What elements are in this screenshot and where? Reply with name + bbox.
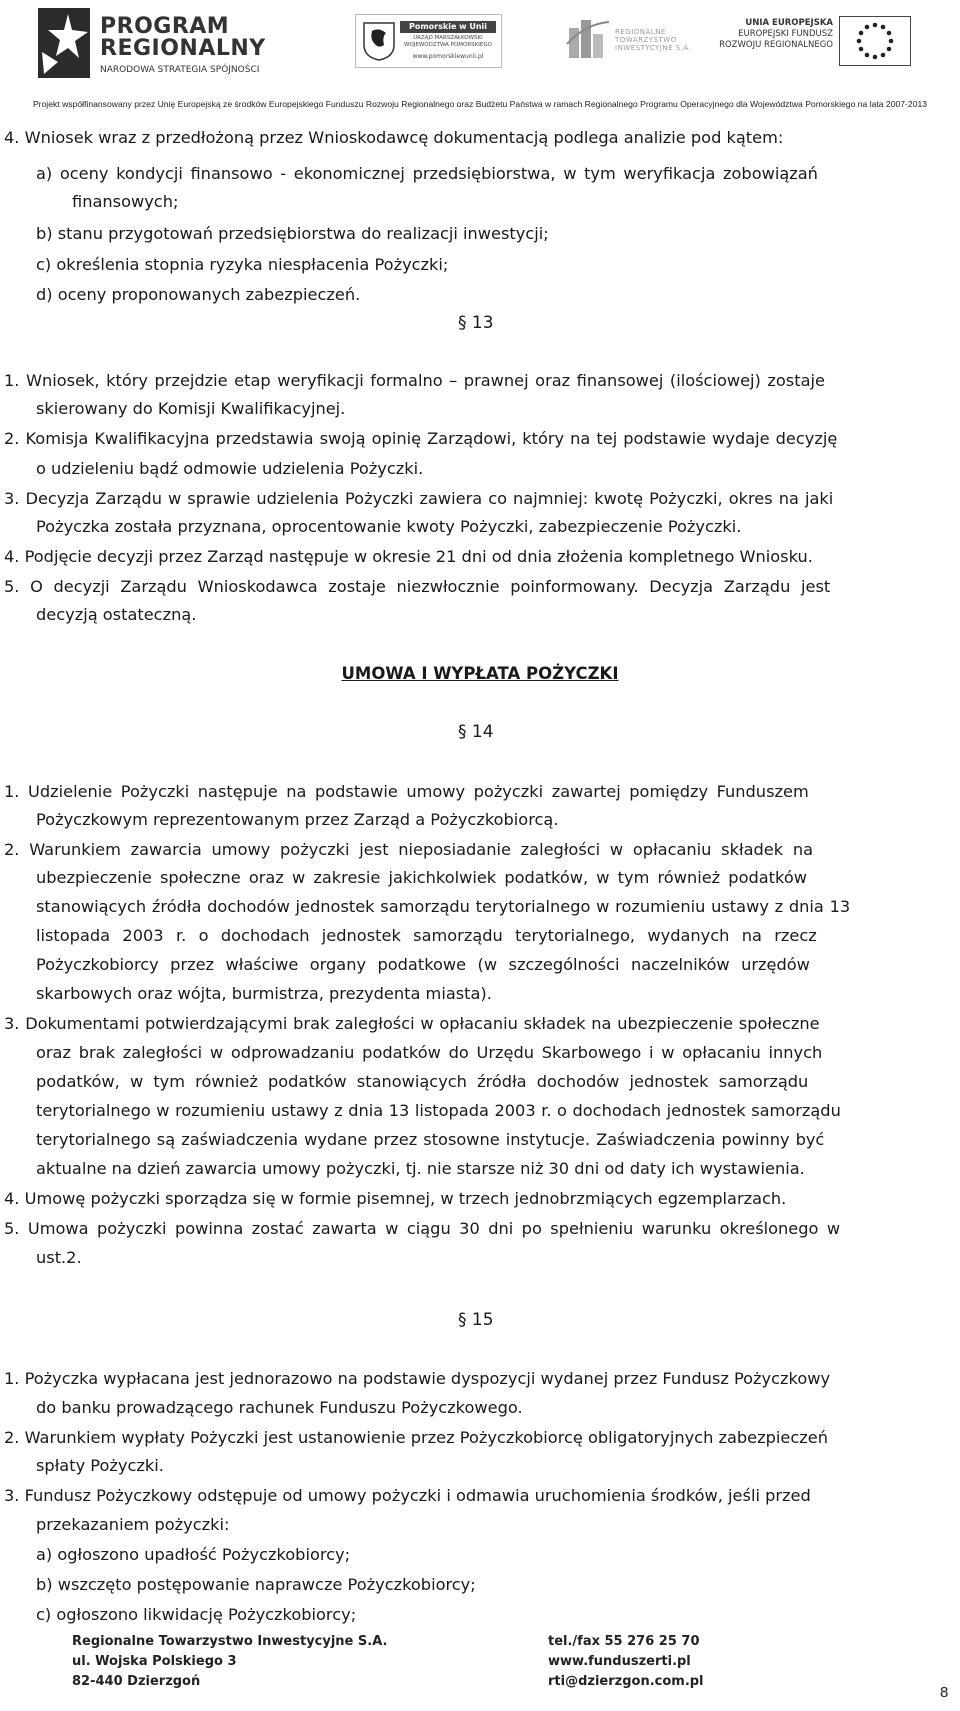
section-heading-umowa: UMOWA I WYPŁATA POŻYCZKI — [341, 664, 619, 683]
text-line: spłaty Pożyczki. — [36, 1456, 164, 1475]
eu-flag-icon — [839, 16, 911, 66]
text-line: finansowych; — [72, 192, 179, 211]
pomorskie-url: www.pomorskiewunii.pl — [412, 53, 484, 60]
text-line: 2. Komisja Kwalifikacyjna przedstawia swoją opinię Zarządowi, który na tej podstawie wydaje decyzję — [4, 429, 838, 448]
rti-logo — [565, 14, 725, 64]
text-line: 1. Udzielenie Pożyczki następuje na podstawie umowy pożyczki zawartej pomiędzy Funduszem — [4, 782, 809, 801]
text-line: b) wszczęto postępowanie naprawcze Pożyczkobiorcy; — [36, 1575, 476, 1594]
text-line: c) ogłoszono likwidację Pożyczkobiorcy; — [36, 1605, 357, 1624]
text-line: 1. Pożyczka wypłacana jest jednorazowo na podstawie dyspozycji wydanej przez Fundusz Pożyczkowy — [4, 1369, 831, 1388]
text-line: ubezpieczenie społeczne oraz w zakresie jakichkolwiek podatków, w tym również podatków — [36, 868, 807, 887]
text-line: oraz brak zaległości w odprowadzaniu podatków do Urzędu Skarbowego i w opłacaniu innych — [36, 1043, 823, 1062]
funding-note: Projekt współfinansowany przez Unię Europejską ze środków Europejskiego Funduszu Rozwoju Regionalnego oraz Budżetu Państwa w ramach Regionalnego Programu Operacyjnego dla Województwa Pomorskiego na lata 2007-2013 — [32, 99, 928, 109]
program-regionalny-logo — [38, 8, 278, 78]
text-line: 3. Decyzja Zarządu w sprawie udzielenia Pożyczki zawiera co najmniej: kwotę Pożyczki, okres na jaki — [4, 489, 834, 508]
text-line: podatków, w tym również podatków stanowiących źródła dochodów jednostek samorządu — [36, 1072, 809, 1091]
text-line: 5. Umowa pożyczki powinna zostać zawarta w ciągu 30 dni po spełnieniu warunku określonego w — [4, 1219, 841, 1238]
footer-city: 82-440 Dzierzgoń — [72, 1674, 201, 1689]
text-line: decyzją ostateczną. — [36, 605, 197, 624]
eu-line-2: EUROPEJSKI FUNDUSZ — [738, 29, 833, 39]
page-number: 8 — [940, 1684, 949, 1701]
text-line: 4. Wniosek wraz z przedłożoną przez Wnioskodawcę dokumentacją podlega analizie pod kątem: — [4, 128, 784, 147]
pomorskie-title: Pomorskie w Unii — [400, 21, 496, 33]
paragraph-15: § 15 — [458, 1310, 494, 1330]
text-line: c) określenia stopnia ryzyka niespłacenia Pożyczki; — [36, 255, 449, 274]
text-line: Pożyczkowym reprezentowanym przez Zarząd a Pożyczkobiorcą. — [36, 810, 559, 829]
text-line: przekazaniem pożyczki: — [36, 1515, 230, 1534]
paragraph-13: § 13 — [458, 313, 494, 333]
paragraph-14: § 14 — [458, 722, 494, 742]
footer-street: ul. Wojska Polskiego 3 — [72, 1654, 237, 1669]
program-regionalny-title-2: REGIONALNY — [100, 36, 266, 61]
text-line: skierowany do Komisji Kwalifikacyjnej. — [36, 399, 346, 418]
text-line: ust.2. — [36, 1248, 82, 1267]
text-line: aktualne na dzień zawarcia umowy pożyczki, tj. nie starsze niż 30 dni od daty ich wystawienia. — [36, 1159, 805, 1178]
eu-fund-text — [705, 18, 833, 51]
rti-text: REGIONALNE TOWARZYSTWO INWESTYCYJNE S.A. — [615, 28, 692, 52]
text-line: 5. O decyzji Zarządu Wnioskodawca zostaje niezwłocznie poinformowany. Decyzja Zarządu jest — [4, 577, 831, 596]
pomorskie-w-unii-logo — [355, 14, 502, 68]
program-regionalny-subtitle: NARODOWA STRATEGIA SPÓJNOŚCI — [100, 65, 260, 75]
text-line: 4. Podjęcie decyzji przez Zarząd następuje w okresie 21 dni od dnia złożenia kompletnego Wniosku. — [4, 547, 813, 566]
text-line: skarbowych oraz wójta, burmistrza, prezydenta miasta). — [36, 984, 492, 1003]
footer-phone: tel./fax 55 276 25 70 — [548, 1634, 700, 1649]
text-line: o udzieleniu bądź odmowie udzielenia Pożyczki. — [36, 459, 424, 478]
program-regionalny-title-1: PROGRAM — [100, 14, 230, 39]
eu-line-3: ROZWOJU REGIONALNEGO — [719, 40, 833, 50]
text-line: Pożyczka została przyznana, oprocentowanie kwoty Pożyczki, zabezpieczenie Pożyczki. — [36, 517, 742, 536]
pomorskie-griffin-icon — [362, 21, 396, 61]
eu-line-1: UNIA EUROPEJSKA — [745, 18, 833, 28]
pomorskie-subtitle: URZĄD MARSZAŁKOWSKI WOJEWÓDZTWA POMORSKIEGO — [404, 35, 492, 48]
text-line: d) oceny proponowanych zabezpieczeń. — [36, 285, 361, 304]
text-line: terytorialnego w rozumieniu ustawy z dnia 13 listopada 2003 r. o dochodach jednostek samorządu — [36, 1101, 841, 1120]
text-line: terytorialnego są zaświadczenia wydane przez stosowne instytucje. Zaświadczenia powinny być — [36, 1130, 825, 1149]
program-regionalny-star-icon — [38, 8, 90, 78]
text-line: Pożyczkobiorcy przez właściwe organy podatkowe (w szczególności naczelników urzędów — [36, 955, 810, 974]
footer-web: www.funduszerti.pl — [548, 1654, 691, 1669]
text-line: stanowiących źródła dochodów jednostek samorządu terytorialnego w rozumieniu ustawy z dnia 13 — [36, 897, 851, 916]
text-line: do banku prowadzącego rachunek Funduszu Pożyczkowego. — [36, 1398, 523, 1417]
text-line: 3. Fundusz Pożyczkowy odstępuje od umowy pożyczki i odmawia uruchomienia środków, jeśli przed — [4, 1486, 811, 1505]
text-line: 3. Dokumentami potwierdzającymi brak zaległości w opłacaniu składek na ubezpieczenie społeczne — [4, 1014, 820, 1033]
eu-fund-logo — [705, 14, 915, 68]
text-line: listopada 2003 r. o dochodach jednostek samorządu terytorialnego, wydanych na rzecz — [36, 926, 817, 945]
header-logos — [0, 0, 960, 109]
text-line: a) ogłoszono upadłość Pożyczkobiorcy; — [36, 1545, 351, 1564]
footer-email: rti@dzierzgon.com.pl — [548, 1674, 704, 1689]
text-line: a) oceny kondycji finansowo - ekonomicznej przedsiębiorstwa, w tym weryfikacja zobowiązań — [36, 164, 818, 183]
text-line: 2. Warunkiem wypłaty Pożyczki jest ustanowienie przez Pożyczkobiorcę obligatoryjnych zabezpieczeń — [4, 1428, 828, 1447]
text-line: 4. Umowę pożyczki sporządza się w formie pisemnej, w trzech jednobrzmiących egzemplarzach. — [4, 1189, 787, 1208]
footer-company: Regionalne Towarzystwo Inwestycyjne S.A. — [72, 1634, 388, 1649]
text-line: b) stanu przygotowań przedsiębiorstwa do realizacji inwestycji; — [36, 224, 549, 243]
text-line: 2. Warunkiem zawarcia umowy pożyczki jest nieposiadanie zaległości w opłacaniu składek na — [4, 840, 814, 859]
text-line: 1. Wniosek, który przejdzie etap weryfikacji formalno – prawnej oraz finansowej (ilościowej) zostaje — [4, 371, 825, 390]
rti-mark-icon — [565, 14, 611, 64]
